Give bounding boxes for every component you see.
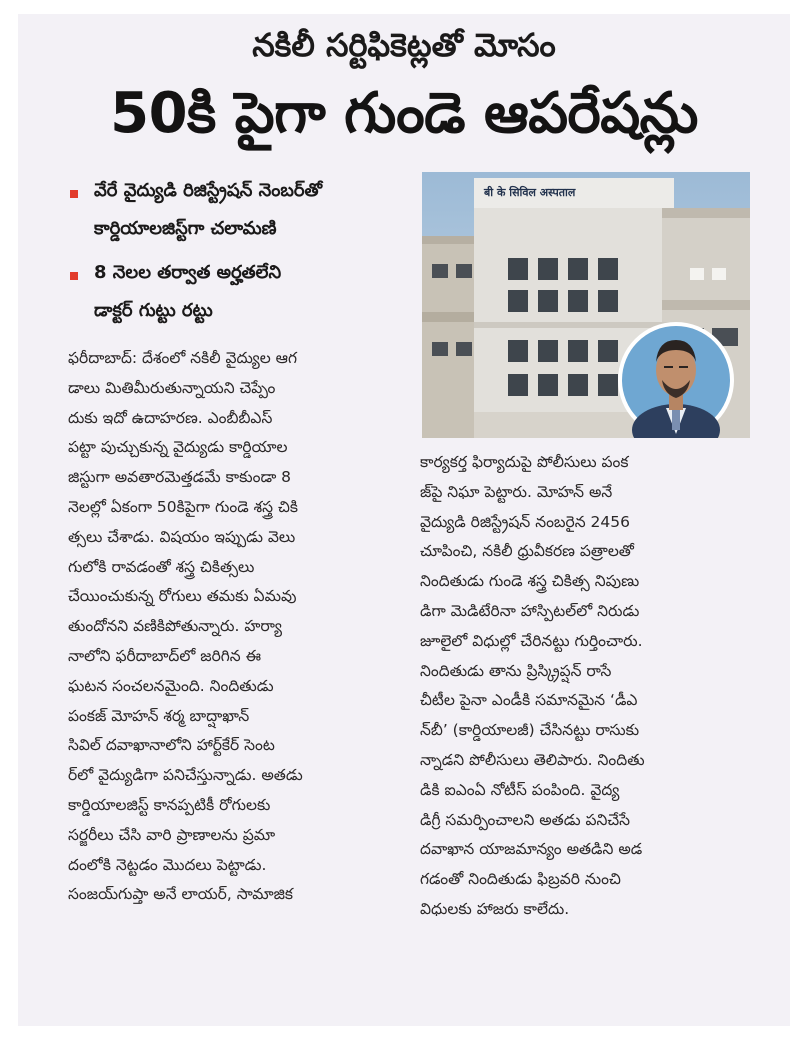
bullet-item <box>70 172 410 248</box>
body-line: న్నాడని పోలీసులు తెలిపారు. నిందితు <box>420 750 645 769</box>
article-body-right-column <box>420 448 750 925</box>
body-line: డికి ఐఎంఏ నోటీస్ పంపింది. వైద్య <box>420 780 620 799</box>
body-line: దవాఖాన యాజమాన్యం అతడిని అడ <box>420 840 643 859</box>
body-line: నెలల్లో ఏకంగా 50కిపైగా గుండె శస్త్ర చికి <box>68 497 298 516</box>
body-line: తుందోనని వణికిపోతున్నారు. హర్యా <box>68 617 283 636</box>
body-line: నాలోని ఫరీదాబాద్‌లో జరిగిన ఈ <box>68 646 262 665</box>
bullet-line: కార్డియాలజిస్ట్‌గా చలామణి <box>94 218 277 239</box>
body-line: నిందితుడు తాను ప్రిస్క్రిప్షన్ రాసే <box>420 661 612 680</box>
body-line: జిస్టుగా అవతారమెత్తడమే కాకుండా 8 <box>68 468 292 487</box>
body-line: డిగ్రీ సమర్పించాలని అతడు పనిచేసే <box>420 810 631 829</box>
main-headline: 50కి పైగా గుండె ఆపరేషన్లు <box>110 81 698 146</box>
body-line: ర్‌లో వైద్యుడిగా పనిచేస్తున్నాడు. అతడు <box>68 766 303 785</box>
body-line: వైద్యుడి రిజిస్ట్రేషన్ నంబరైన 2456 <box>420 512 631 531</box>
body-line: సంజయ్‌గుప్తా అనే లాయర్, సామాజిక <box>68 885 294 904</box>
body-line: నిందితుడు గుండె శస్త్ర చికిత్స నిపుణు <box>420 572 640 591</box>
kicker-headline: నకిలీ సర్టిఫికెట్లతో మోసం <box>252 26 556 64</box>
newspaper-clipping <box>18 14 790 1026</box>
bullet-line: డాక్టర్ గుట్టు రట్టు <box>94 300 213 321</box>
body-line: గులోకి రావడంతో శస్త్ర చికిత్సలు <box>68 557 255 576</box>
body-line: జ్‌పై నిఘా పెట్టారు. మోహన్ అనే <box>420 482 613 501</box>
body-line: దంలోకి నెట్టడం మొదలు పెట్టాడు. <box>68 855 267 874</box>
highlight-bullets <box>70 172 410 336</box>
accused-portrait <box>618 322 734 438</box>
body-line: డాలు మితిమీరుతున్నాయని చెప్పేం <box>68 378 276 397</box>
body-line: చూపించి, నకిలీ ధ్రువీకరణ పత్రాలతో <box>420 542 634 561</box>
body-line: పట్టా పుచ్చుకున్న వైద్యుడు కార్డియాల <box>68 438 288 457</box>
body-line: చీటీల పైనా ఎండీకి సమానమైన ‘డీఎ <box>420 691 638 710</box>
body-line: డిగా మెడిటేరినా హాస్పిటల్‌లో నిరుడు <box>420 601 640 620</box>
bullet-line: 8 నెలల తర్వాత అర్హతలేని <box>94 262 282 283</box>
body-line: ఫరీదాబాద్: దేశంలో నకిలీ వైద్యుల ఆగ <box>68 349 298 367</box>
building-sign: बी के सिविल अस्पताल <box>484 186 576 199</box>
body-line: ఘటన సంచలనమైంది. నిందితుడు <box>68 676 274 695</box>
body-line: దుకు ఇదో ఉదాహరణ. ఎంబీబీఎస్ <box>68 408 273 427</box>
bullet-item <box>70 254 410 330</box>
body-line: చేయించుకున్న రోగులు తమకు ఏమవు <box>68 587 297 606</box>
body-line: కార్యకర్త ఫిర్యాదుపై పోలీసులు పంక <box>420 453 629 471</box>
body-line: గడంతో నిందితుడు ఫిబ్రవరి నుంచి <box>420 870 621 889</box>
body-line: సర్జరీలు చేసి వారి ప్రాణాలను ప్రమా <box>68 825 276 844</box>
body-line: పంకజ్ మోహన్ శర్మ బాద్షాఖాన్ <box>68 706 250 725</box>
body-line: విధులకు హాజరు కాలేదు. <box>420 899 570 918</box>
bullet-square-icon <box>70 190 78 198</box>
article-body-left-column <box>68 344 398 910</box>
bullet-square-icon <box>70 272 78 280</box>
body-line: కార్డియాలజిస్ట్ కానప్పటికీ రోగులకు <box>68 795 271 814</box>
body-line: సివిల్ దవాఖానాలోని హార్ట్‌కేర్ సెంట <box>68 736 275 755</box>
hospital-photo <box>422 172 750 438</box>
bullet-line: వేరే వైద్యుడి రిజిస్ట్రేషన్ నెంబర్‌తో <box>94 180 323 201</box>
body-line: న్‌బీ’ (కార్డియాలజీ) చేసినట్టు రాసుకు <box>420 721 640 740</box>
body-line: జూలైలో విధుల్లో చేరినట్టు గుర్తించారు. <box>420 631 643 650</box>
body-line: త్సలు చేశాడు. విషయం ఇప్పుడు వెలు <box>68 527 296 546</box>
